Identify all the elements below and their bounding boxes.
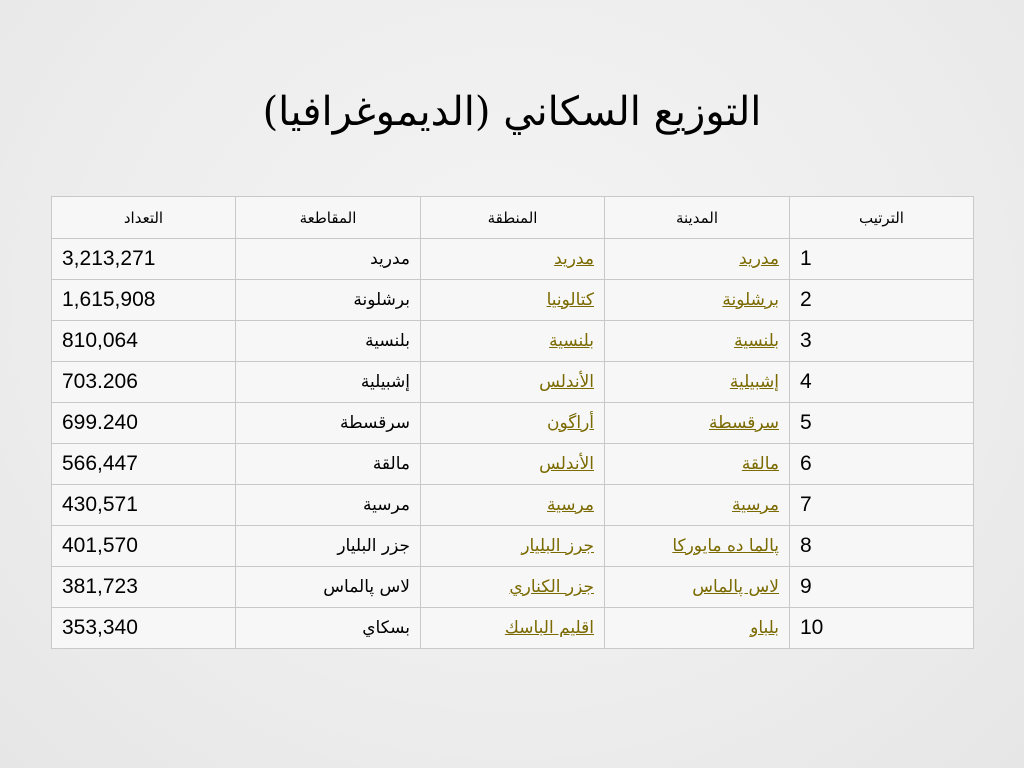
- population-cell: 699.240: [52, 403, 236, 444]
- header-population: التعداد: [52, 197, 236, 239]
- region-link[interactable]: مرسية: [547, 495, 594, 515]
- table-row: [52, 321, 974, 362]
- table-row: [52, 526, 974, 567]
- province-cell: مرسية: [236, 485, 421, 526]
- region-link[interactable]: مدريد: [554, 249, 594, 269]
- city-cell: [605, 444, 790, 485]
- city-cell: [605, 485, 790, 526]
- region-cell: [421, 567, 605, 608]
- table-row: [52, 403, 974, 444]
- city-cell: [605, 239, 790, 280]
- region-link[interactable]: اقليم الباسك: [504, 618, 594, 638]
- city-link[interactable]: لاس پالماس: [692, 577, 779, 597]
- population-cell: 3,213,271: [52, 239, 236, 280]
- city-link[interactable]: مرسية: [732, 495, 779, 515]
- province-cell: بلنسية: [236, 321, 421, 362]
- city-cell: [605, 362, 790, 403]
- region-cell: [421, 444, 605, 485]
- rank-cell: 5: [790, 403, 974, 444]
- region-cell: [421, 485, 605, 526]
- region-link[interactable]: الأندلس: [539, 454, 594, 474]
- province-cell: مالقة: [236, 444, 421, 485]
- table-row: [52, 362, 974, 403]
- province-cell: سرقسطة: [236, 403, 421, 444]
- province-cell: جزر البليار: [236, 526, 421, 567]
- population-cell: 430,571: [52, 485, 236, 526]
- region-link[interactable]: أراگون: [546, 413, 594, 433]
- rank-cell: 9: [790, 567, 974, 608]
- table-header-row: [52, 197, 974, 239]
- table-row: [52, 444, 974, 485]
- province-cell: مدريد: [236, 239, 421, 280]
- city-link[interactable]: برشلونة: [722, 290, 779, 310]
- header-region: المنطقة: [421, 197, 605, 239]
- population-cell: 1,615,908: [52, 280, 236, 321]
- population-cell: 401,570: [52, 526, 236, 567]
- rank-cell: 3: [790, 321, 974, 362]
- table-row: [52, 608, 974, 649]
- region-link[interactable]: جرز البليار: [521, 536, 594, 556]
- city-link[interactable]: سرقسطة: [709, 413, 779, 433]
- rank-cell: 6: [790, 444, 974, 485]
- region-cell: [421, 362, 605, 403]
- table-row: [52, 280, 974, 321]
- city-cell: [605, 526, 790, 567]
- city-link[interactable]: پالما ده مايوركا: [672, 536, 779, 556]
- population-table: [51, 196, 974, 649]
- region-cell: [421, 280, 605, 321]
- population-cell: 353,340: [52, 608, 236, 649]
- region-link[interactable]: كتالونيا: [546, 290, 594, 310]
- city-cell: [605, 280, 790, 321]
- population-cell: 703.206: [52, 362, 236, 403]
- city-link[interactable]: مدريد: [739, 249, 779, 269]
- city-link[interactable]: بلباو: [750, 618, 779, 638]
- province-cell: لاس پالماس: [236, 567, 421, 608]
- population-cell: 381,723: [52, 567, 236, 608]
- region-cell: [421, 321, 605, 362]
- header-rank: الترتيب: [790, 197, 974, 239]
- header-province: المقاطعة: [236, 197, 421, 239]
- rank-cell: 10: [790, 608, 974, 649]
- header-city: المدينة: [605, 197, 790, 239]
- rank-cell: 4: [790, 362, 974, 403]
- region-cell: [421, 403, 605, 444]
- province-cell: برشلونة: [236, 280, 421, 321]
- city-cell: [605, 403, 790, 444]
- region-link[interactable]: الأندلس: [539, 372, 594, 392]
- province-cell: بسكاي: [236, 608, 421, 649]
- city-link[interactable]: إشبيلية: [729, 372, 779, 392]
- population-cell: 566,447: [52, 444, 236, 485]
- city-cell: [605, 321, 790, 362]
- province-cell: إشبيلية: [236, 362, 421, 403]
- rank-cell: 7: [790, 485, 974, 526]
- table-row: [52, 485, 974, 526]
- city-link[interactable]: بلنسية: [734, 331, 779, 351]
- city-cell: [605, 608, 790, 649]
- city-link[interactable]: مالقة: [741, 454, 779, 474]
- city-cell: [605, 567, 790, 608]
- table-row: [52, 239, 974, 280]
- region-link[interactable]: بلنسية: [549, 331, 594, 351]
- rank-cell: 8: [790, 526, 974, 567]
- region-cell: [421, 526, 605, 567]
- table-row: [52, 567, 974, 608]
- slide-title: التوزيع السكاني (الديموغرافيا): [262, 89, 762, 135]
- rank-cell: 1: [790, 239, 974, 280]
- rank-cell: 2: [790, 280, 974, 321]
- population-cell: 810,064: [52, 321, 236, 362]
- region-link[interactable]: جزر الكناري: [509, 577, 594, 597]
- region-cell: [421, 608, 605, 649]
- region-cell: [421, 239, 605, 280]
